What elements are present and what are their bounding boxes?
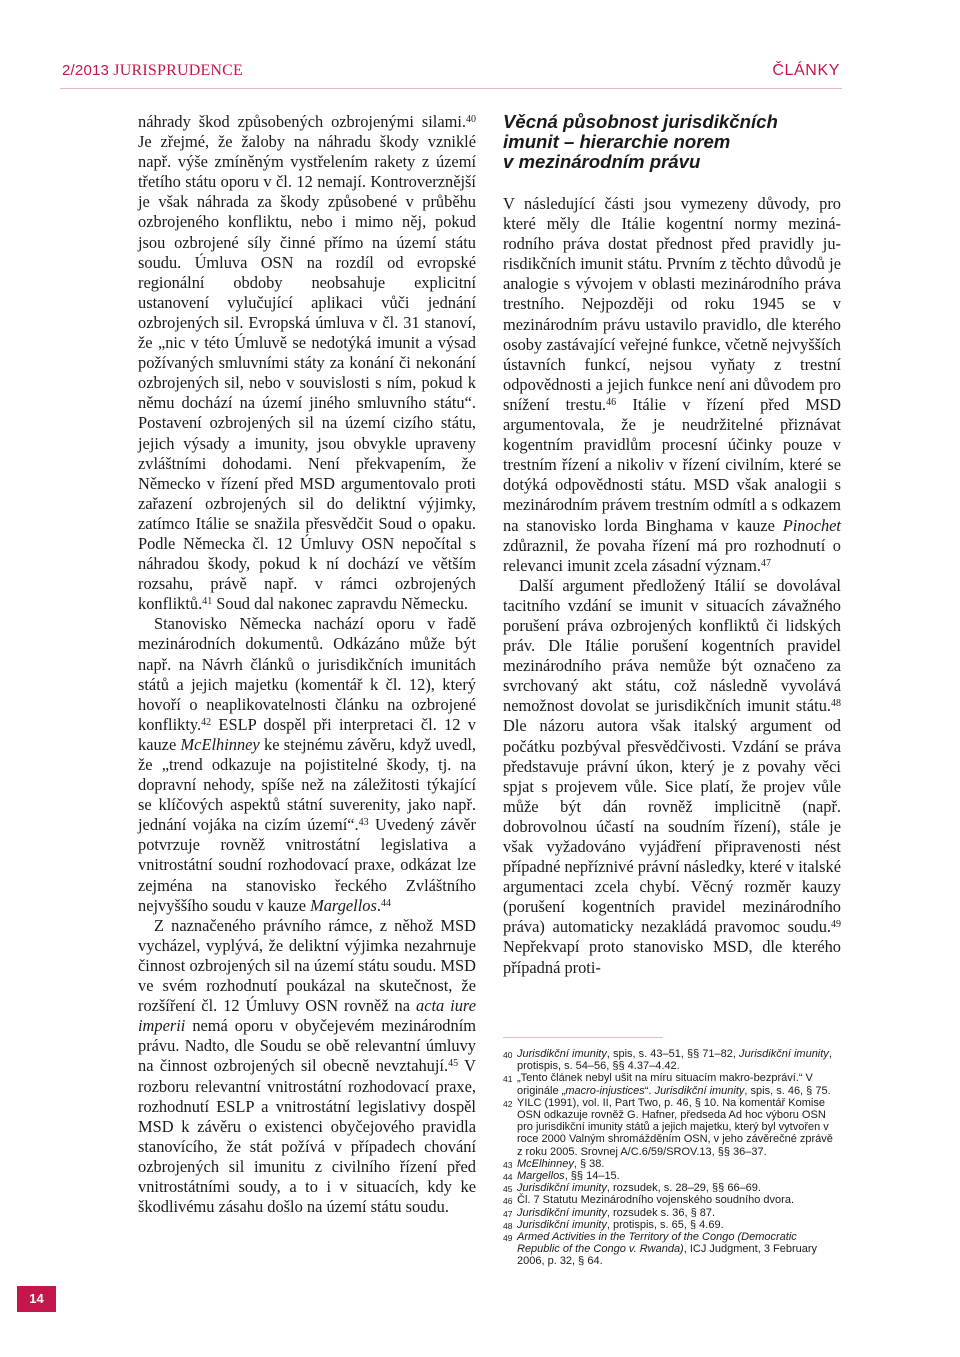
text-run: V následující části jsou vymezeny důvody, pro které měly dle Itálie kogentní normy mezinárodního práva dostat přednost před pravidly jurisdikčních imunit státu. Prvním z těchto důvodů je analogie s vývojem v oblasti mezinárodního práva trestního. Nejpozději od roku 1945 se v mezinárodním právu ustavilo pravidlo, dle kterého osoby zastávající veřejné funkce, včetně nejvyšších ústavních funkcí, nejsou vyňaty z trestní odpovědnosti a jejich funkce není ani důvodem pro snížení trestu. [503, 194, 841, 414]
text-run: Je zřejmé, že žaloby na náhradu škody vzniklé např. výše zmíněným vystřelením rakety z území třetího státu oporu v čl. 12 nemají. Kontroverznější je však náhrada za škody způsobené v průběhu ozbrojeného konfliktu, nebo i mimo něj, pokud jsou ozbrojené síly činné přímo na území státu soudu. Úmluva OSN na rozdíl od evropské regionální obdoby neobsahuje explicitní ustanovení vylučující aplikaci vůči jednání ozbrojených sil. Evropská úmluva v čl. 31 stanoví, že „nic v této Úmluvě se nedotýká imunit a výsad požívaných smluvními státy za konání či nekonání ozbrojených sil, nebo v souvislosti s ním, pokud k němu dochází na území jiného smluvního státu“. Postavení ozbrojených sil na území cizího státu, jejich výsady a imunity, jsou obvykle upraveny zvláštními dohodami. Není překvapením, že Německo v řízení před MSD argumentovalo proti zařazení ozbrojených sil do deliktní výjimky, zatímco Itálie se snažila přesvědčit Soud o opaku. Podle Německa čl. 12 Úmluvy OSN nepočítal s náhradou škody, pokud k ní dochází ve větším rozsahu, právě např. v rámci ozbrojených konfliktů. [138, 132, 476, 614]
footnote [503, 1194, 841, 1206]
text-run: Z naznačeného právního rámce, z něhož MSD vycházel, vyplývá, že deliktní výjimka nezahrnuje činnost ozbrojených sil na území státu soudu. MSD ve svém rozhodnutí poukázal na skutečnost, že rozšíření čl. 12 Úmluvy OSN rovněž na [138, 915, 476, 1016]
paragraph [138, 916, 476, 1217]
text-run: Uvedený závěr potvrzuje rovněž vnitrostátní legislativa a vnitrostátní soudní rozhodovací praxe, odkázat lze zejména na stanovisko řeckého Zvláštního nejvyššího soudu v kauze [138, 815, 477, 915]
footnote-number: 43 [503, 1159, 513, 1170]
text-run: , protispis, s. 65, § 4.69. [606, 1218, 724, 1231]
text-run: , §§ 14–15. [564, 1170, 620, 1183]
footnote-number: 42 [503, 1098, 513, 1109]
footnote [503, 1158, 841, 1170]
footnote [503, 1097, 841, 1158]
text-run: náhrady škod způsobených ozbrojenými silami. [138, 112, 466, 131]
italic-text: McElhinney [517, 1157, 574, 1170]
text-run: Soud dal nakonec zapravdu Německu. [212, 594, 468, 614]
section-name: ČLÁNKY [772, 62, 840, 79]
footnote-ref: 42 [201, 716, 212, 728]
paragraph [138, 614, 476, 915]
text-run: “. [644, 1084, 655, 1097]
italic-text: Jurisdikční imunity [517, 1182, 607, 1195]
italic-text: Jurisdikční imunity [517, 1206, 607, 1219]
text-run: Další argument předložený Itálií se dovolával tacitního vzdání se imunit v situacích závažného porušení práva ozbrojených konfliktů či lidských práv. Dle Itálie porušení kogentních pravidel mezinárodního práva nemůže být označeno za svrchovaný akt státu, což následně vyvolává nemožnost dovolat se jurisdikčních imunit státu. [503, 575, 841, 716]
footnote-ref: 45 [448, 1058, 459, 1070]
text-run: , rozsudek, s. 28–29, §§ 66–69. [606, 1182, 761, 1195]
section-heading [503, 112, 841, 172]
footnote-number: 49 [503, 1233, 513, 1244]
footnote-number: 40 [503, 1050, 513, 1060]
paragraph [138, 112, 476, 614]
italic-text: McElhinney [180, 734, 260, 754]
page-number: 14 [17, 1286, 56, 1312]
footnote [503, 1170, 841, 1182]
footnote-ref: 49 [831, 919, 841, 931]
text-run: , spis, s. 43–51, §§ 71–82, [606, 1048, 739, 1060]
footnote-number: 46 [503, 1196, 513, 1207]
issue-number: 2/2013 [62, 62, 110, 79]
footnote-number: 47 [503, 1208, 513, 1219]
heading-line: v mezinárodním právu [503, 151, 701, 172]
footnotes [503, 1048, 841, 1268]
text-run: , protispis, s. 54–56, §§ 4.37–4.42. [517, 1048, 832, 1073]
text-run: , rozsudek s. 36, § 87. [606, 1206, 716, 1219]
footnote-ref: 47 [761, 557, 772, 569]
text-run: Nepřekvapí proto stanovisko MSD, dle kterého případná proti- [503, 937, 841, 977]
text-run: zdůraznil, že povaha řízení má pro rozhodnutí o relevanci imunit zcela zásadní význam. [503, 535, 841, 575]
text-run: . [376, 895, 381, 915]
footnote-ref: 46 [606, 396, 617, 408]
footnote [503, 1207, 841, 1219]
paragraph [503, 194, 841, 576]
text-run: Itálie v řízení před MSD argumentovala, že je neudržitelné přiznávat kogentním pravidlům procesní účinky pouze v trestním řízení a nikoliv v řízení civilním, které se dotýká odpovědnosti státu. MSD však analogii s mezinárodním právem trestním odmítl a s odkazem na stanovisko lorda Binghama v kauze [503, 394, 841, 535]
italic-text: Margellos [517, 1170, 565, 1183]
footnote [503, 1231, 841, 1268]
text-run: , § 38. [573, 1157, 605, 1170]
italic-text: Jurisdikční imunity [654, 1084, 745, 1097]
footnote-number: 41 [503, 1074, 513, 1085]
footnote-ref: 40 [466, 114, 476, 125]
footnote [503, 1219, 841, 1231]
text-run: „Tento článek nebyl ušit na míru situacím makro-bezpráví.“ V originále „ [517, 1072, 813, 1097]
journal-name: JURISPRUDENCE [113, 62, 244, 79]
text-run: Čl. 7 Statutu Mezinárodního vojenského soudního dvora. [517, 1194, 795, 1207]
footnote-number: 48 [503, 1220, 513, 1231]
italic-text: macro-injustices [565, 1084, 645, 1097]
footnote-ref: 41 [202, 596, 213, 608]
footnote-number: 45 [503, 1184, 513, 1195]
text-run: , spis, s. 46, § 75. [744, 1084, 831, 1097]
text-run: ke stejnému závěru, když uvedl, že „trend odkazuje na pojistitelné škody, tj. na dopravní nehody, spíše než na záležitosti týkající se klíčových aspektů státní suverenity, jako např. jednání vojáka na cizím území“. [138, 734, 476, 835]
text-run: nemá oporu v obyčejevém mezinárodním právu. Nadto, dle Soudu se obě relevantní úmluvy na činnost ozbrojených sil obecně nevztahují. [138, 1016, 476, 1076]
footnote-ref: 43 [358, 817, 369, 829]
italic-text: Armed Activities in the Territory of the Congo (Democratic Republic of the Congo v. Rwanda) [517, 1231, 797, 1256]
footnote-number: 44 [503, 1172, 513, 1183]
running-header [60, 58, 842, 89]
text-run: V rozboru relevantní vnitrostátní rozhodovací praxe, rozhodnutí ESLP a vnitrostátní legislativy dospěl MSD k závěru o existenci obyčejového pravidla stanovícího, že stát požívá v případech chování ozbrojených sil imunitu z civilního řízení před vnitrostátními soudy, a to i v situacích, kdy ke škodlivému zásahu došlo na území státu soudu. [138, 1056, 476, 1217]
footnote-ref: 44 [380, 897, 391, 909]
heading-line: imunit – hierarchie norem [503, 131, 731, 152]
italic-text: acta iure imperii [138, 996, 476, 1036]
text-run: Stanovisko Německa nachází oporu v řadě mezinárodních dokumentů. Odkázáno může být např. na Návrh článků o jurisdikčních imunitách států a jejich majetku (komentář k čl. 12), který hovoří o neaplikovatelnosti článku na ozbrojené konflikty. [138, 614, 476, 734]
right-column [503, 112, 841, 978]
footnote [503, 1048, 841, 1072]
italic-text: Margellos [310, 895, 377, 915]
italic-text: Jurisdikční imunity [517, 1048, 607, 1060]
text-run: YILC (1991), vol. II, Part Two, p. 46, § 10. Na komentář Komise OSN odkazuje rovněž G. Hafner, předseda Ad hoc výboru OSN pro jurisdikční imunity států a jejich majetku, který byl vytvořen v roce 2000 Valným shromážděním OSN, v jeho závěrečné zprávě z roku 2005. Srovnej A/C.6/59/SROV.13, §§ 36–37. [517, 1096, 833, 1158]
footnote [503, 1072, 841, 1096]
footnote [503, 1182, 841, 1194]
text-run: Dle názoru autora však italský argument od počátku pozbýval přesvědčivosti. Vzdání se práva představuje právní úkon, který je z povahy věci spjat s projevem vůle. Sice platí, že projev vůle může být dán rovněž implicitně (např. dobrovolnou účastí na soudním řízení), stále je však vyžadováno vyjádření připravenosti nést případné nepříznivé právní následky, které v italské argumentaci zcela chybí. Věcný rozměr kauzy (porušení kogentních pravidel mezinárodního práva) automaticky nezakládá pravomoc soudu. [503, 716, 842, 937]
header-left [62, 62, 243, 80]
left-column [138, 112, 476, 1217]
footnote-rule [503, 1037, 663, 1038]
paragraph [503, 576, 841, 978]
italic-text: Pinochet [782, 515, 841, 535]
italic-text: Jurisdikční imunity [517, 1218, 607, 1231]
text-run: , ICJ Judgment, 3 February 2006, p. 32, § 64. [517, 1243, 818, 1268]
text-run: ESLP dospěl při interpretaci čl. 12 v kauze [138, 714, 476, 754]
footnote-ref: 48 [831, 698, 841, 710]
italic-text: Jurisdikční imunity [738, 1048, 829, 1060]
heading-line: Věcná působnost jurisdikčních [503, 111, 778, 132]
